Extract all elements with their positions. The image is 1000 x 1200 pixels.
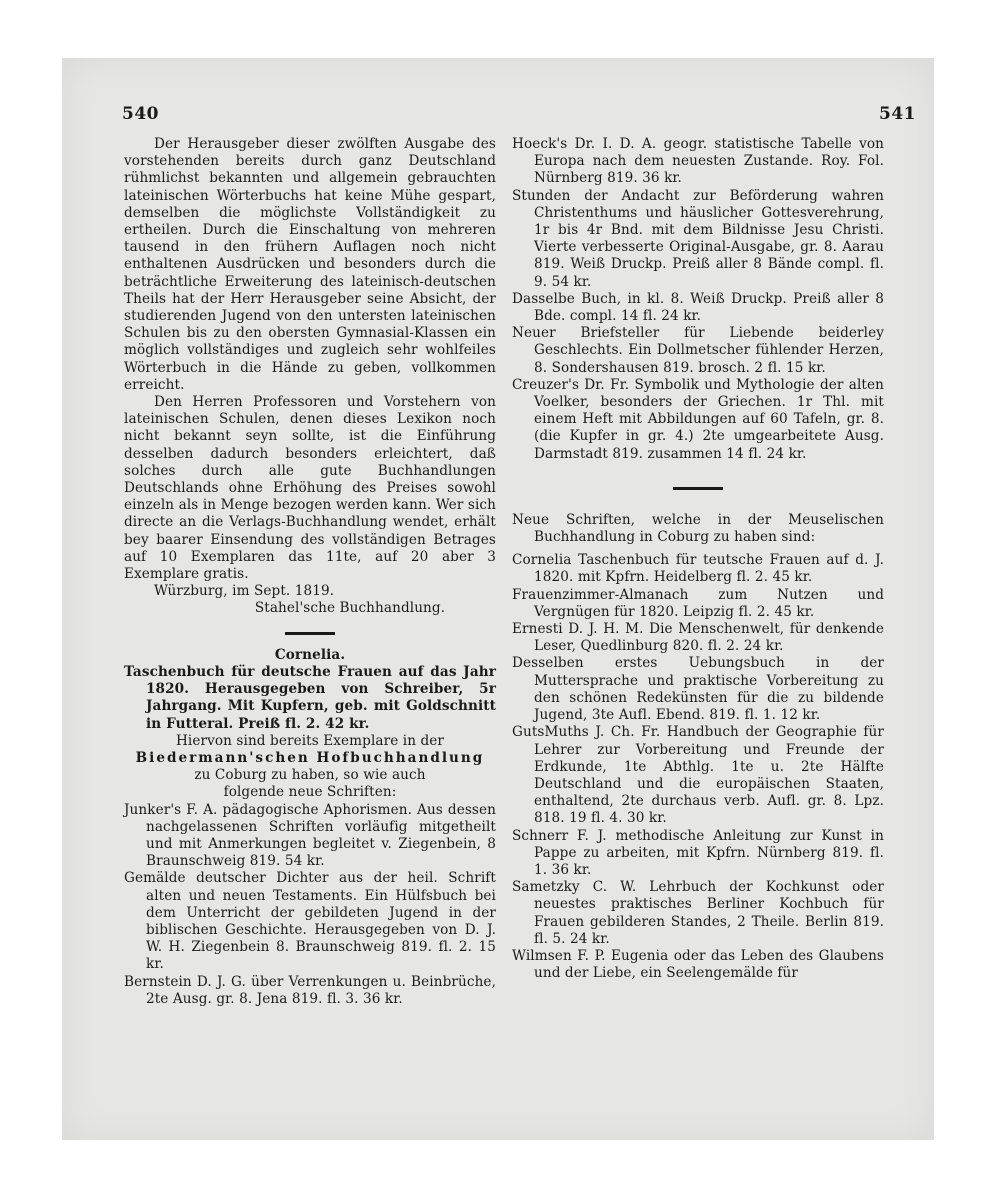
publisher-paragraph-1: Der Herausgeber dieser zwölften Ausgabe des vorstehenden bereits durch ganz Deutschland rühmlichst bekannten und allgemein gebrauchten lateinischen Wörterbuchs hat keine Mühe gespart, demselben die möglichste Vollständigkeit zu ertheilen. Durch die Einschaltung von mehreren tausend in den frühern Auflagen noch nicht enthaltenen Ausdrücken und besonders durch die beträchtliche Erweiterung des lateinisch-deutschen Theils hat der Herr Herausgeber seine Absicht, der studierenden Jugend von den untersten lateinischen Schulen bis zu den obersten Gymnasial-Klassen ein möglich vollständiges und zugleich sehr wohlfeiles Wörterbuch in die Hände zu geben, vollkommen erreicht. bbox=[124, 136, 496, 393]
bookshop-name: Biedermann'schen Hofbuchhandlung bbox=[135, 749, 485, 766]
list-item: Neuer Briefsteller für Liebende beiderley Geschlechts. Ein Dollmetscher fühlender Herzen, 8. Sondershausen 819. brosch. 2 fl. 15 kr. bbox=[512, 325, 884, 376]
section-heading: Neue Schriften, welche in der Meuselischen Buchhandlung in Coburg zu haben sind: bbox=[512, 511, 884, 546]
list-item: Sametzky C. W. Lehrbuch der Kochkunst oder neuestes praktisches Berliner Kochbuch für Frauen gebilderen Standes, 2 Theile. Berlin 819. fl. 5. 24 kr. bbox=[512, 879, 884, 947]
list-item: Bernstein D. J. G. über Verrenkungen u. Beinbrüche, 2te Ausg. gr. 8. Jena 819. fl. 3. 36 kr. bbox=[124, 973, 496, 1007]
list-item: Gemälde deutscher Dichter aus der heil. Schrift alten und neuen Testaments. Ein Hülfsbuch bei dem Unterricht der gebildeten Jugend in der biblischen Geschichte. Herausgegeben von D. J. W. H. Ziegenbein 8. Braunschweig 819. fl. 2. 15 kr. bbox=[124, 870, 496, 973]
list-item: Junker's F. A. pädagogische Aphorismen. Aus dessen nachgelassenen Schriften vorläufig mitgetheilt und mit Anmerkungen begleitet v. Ziegenbein, 8 Braunschweig 819. 54 kr. bbox=[124, 801, 496, 870]
section-divider bbox=[285, 632, 335, 635]
list-item: Hoeck's Dr. I. D. A. geogr. statistische Tabelle von Europa nach dem neuesten Zustande. Roy. Fol. Nürnberg 819. 36 kr. bbox=[512, 136, 884, 187]
list-item: Desselben erstes Uebungsbuch in der Muttersprache und praktische Vorbereitung zu den schönen Redekünsten für die zu bildende Jugend, 3te Aufl. Ebend. 819. fl. 1. 12 kr. bbox=[512, 655, 884, 724]
dateline: Würzburg, im Sept. 1819. bbox=[154, 583, 335, 600]
list-item: Creuzer's Dr. Fr. Symbolik und Mythologie der alten Voelker, besonders der Griechen. 1r Thl. mit einem Heft mit Abbildungen auf 60 Tafeln, gr. 8. (die Kupfer in gr. 4.) 2te umgearbeitete Ausg. Darmstadt 819. zusammen 14 fl. 24 kr. bbox=[512, 376, 884, 462]
list-item: Wilmsen F. P. Eugenia oder das Leben des Glaubens und der Liebe, ein Seelengemälde für bbox=[512, 947, 884, 982]
right-column bbox=[512, 136, 884, 982]
list-item: Dasselbe Buch, in kl. 8. Weiß Druckp. Preiß aller 8 Bde. compl. 14 fl. 24 kr. bbox=[512, 290, 884, 325]
cornelia-heading: Cornelia. bbox=[274, 646, 346, 663]
list-item: GutsMuths J. Ch. Fr. Handbuch der Geographie für Lehrer zur Vorbereitung und Freunde der Erdkunde, 1te Abthlg. 1te u. 2te Hälfte Deutschland und die europäischen Staaten, enthaltend, 2te durchaus verb. Aufl. gr. 8. Lpz. 818. 19 fl. 4. 30 kr. bbox=[512, 724, 884, 827]
publisher-paragraph-2: Den Herren Professoren und Vorstehern von lateinischen Schulen, denen dieses Lexikon noch nicht bekannt seyn sollte, ist die Einführung desselben dadurch besonders erleichtert, daß solches durch alle gute Buchhandlungen Deutschlands ohne Erhöhung des Preises sowohl einzeln als in Menge bezogen werden kann. Wer sich directe an die Verlags-Buchhandlung wendet, erhält bey baarer Einsendung des vollständigen Betrages auf 10 Exemplaren das 11te, auf 20 aber 3 Exemplare gratis. bbox=[124, 394, 496, 583]
signature: Stahel'sche Buchhandlung. bbox=[254, 600, 446, 617]
list-item: Cornelia Taschenbuch für teutsche Frauen auf d. J. 1820. mit Kpfrn. Heidelberg fl. 2. 45 kr. bbox=[512, 552, 884, 586]
cornelia-title: Taschenbuch für deutsche Frauen auf das Jahr 1820. Herausgegeben von Schreiber, 5r Jahrgang. Mit Kupfern, geb. mit Goldschnitt in Futteral. Preiß fl. 2. 42 kr. bbox=[124, 663, 496, 732]
list-item: Stunden der Andacht zur Beförderung wahren Christenthums und häuslicher Gottesverehrung, 1r bis 4r Bnd. mit dem Bildnisse Jesu Christi. Vierte verbesserte Original-Ausgabe, gr. 8. Aarau 819. Weiß Druckp. Preiß aller 8 Bände compl. fl. 9. 54 kr. bbox=[512, 187, 884, 290]
notice-line: zu Coburg zu haben, so wie auch bbox=[194, 767, 426, 784]
list-item: Ernesti D. J. H. M. Die Menschenwelt, für denkende Leser, Quedlinburg 820. fl. 2. 24 kr. bbox=[512, 621, 884, 655]
list-item: Frauenzimmer-Almanach zum Nutzen und Vergnügen für 1820. Leipzig fl. 2. 45 kr. bbox=[512, 586, 884, 620]
page-number-left: 540 bbox=[122, 104, 159, 124]
section-divider bbox=[673, 487, 723, 490]
notice-line: Hiervon sind bereits Exemplare in der bbox=[175, 732, 445, 749]
scanned-page bbox=[62, 58, 934, 1140]
notice-line: folgende neue Schriften: bbox=[223, 784, 397, 801]
left-column bbox=[124, 136, 496, 1008]
page-number-right: 541 bbox=[879, 104, 916, 124]
list-item: Schnerr F. J. methodische Anleitung zur Kunst in Pappe zu arbeiten, mit Kpfrn. Nürnberg 819. fl. 1. 36 kr. bbox=[512, 827, 884, 878]
